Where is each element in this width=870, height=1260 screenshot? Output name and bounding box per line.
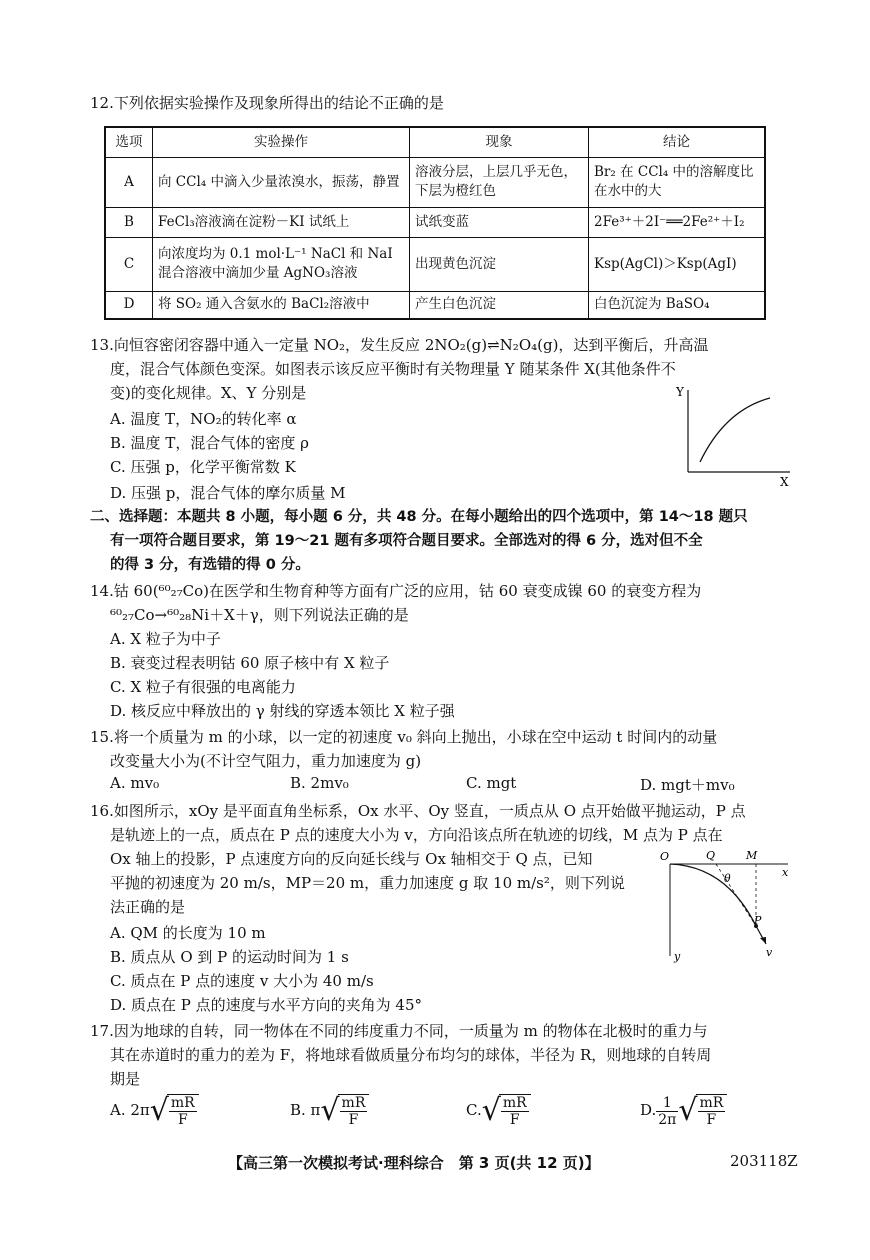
table-header: 现象	[410, 127, 589, 157]
experiment-table	[104, 126, 766, 320]
row-option: B	[105, 207, 153, 237]
row-conclusion: Ksp(AgCl)＞Ksp(AgI)	[589, 237, 766, 291]
q17-option-a	[110, 1094, 199, 1128]
q16-line4: 平抛的初速度为 20 m/s，MP＝20 m，重力加速度 g 取 10 m/s²，则下列说	[110, 874, 625, 892]
q13-option-d: D. 压强 p，混合气体的摩尔质量 M	[110, 484, 346, 502]
q16-trajectory-figure	[656, 844, 796, 968]
row-option: A	[105, 157, 153, 207]
q14-option-d: D. 核反应中释放出的 γ 射线的穿透本领比 X 粒子强	[110, 702, 455, 720]
option-prefix: D.	[640, 1101, 657, 1119]
fig-x-label: x	[782, 866, 789, 879]
q16-option-c: C. 质点在 P 点的速度 v 大小为 40 m/s	[110, 972, 374, 990]
row-phenomenon: 出现黄色沉淀	[410, 237, 589, 291]
table-header: 实验操作	[153, 127, 410, 157]
sqrt-icon: √	[678, 1093, 698, 1128]
q16-line3: Ox 轴上的投影，P 点速度方向的反向延长线与 Ox 轴相交于 Q 点，已知	[110, 850, 593, 868]
row-option: D	[105, 291, 153, 319]
q17-option-c	[466, 1094, 531, 1128]
numerator: mR	[699, 1095, 724, 1111]
sqrt-body	[499, 1094, 531, 1128]
table-row	[105, 207, 765, 237]
q13-line1: 13.向恒容密闭容器中通入一定量 NO₂，发生反应 2NO₂(g)⇌N₂O₄(g)，达到平衡后，升高温	[90, 336, 709, 354]
q16-line1: 16.如图所示，xOy 是平面直角坐标系，Ox 水平、Oy 竖直，一质点从 O 点开始做平抛运动，P 点	[90, 802, 746, 820]
row-operation: FeCl₃溶液滴在淀粉－KI 试纸上	[153, 207, 410, 237]
q14-option-b: B. 衰变过程表明钴 60 原子核中有 X 粒子	[110, 654, 390, 672]
fraction	[169, 1095, 197, 1128]
footer-code: 203118Z	[730, 1152, 798, 1170]
denominator: F	[706, 1112, 717, 1128]
q17-line2: 其在赤道时的重力的差为 F，将地球看做质量分布均匀的球体，半径为 R，则地球的自转周	[110, 1046, 712, 1064]
q15-option-b: B. 2mv₀	[290, 774, 349, 792]
denominator: 2π	[658, 1111, 677, 1128]
q16-option-a: A. QM 的长度为 10 m	[110, 924, 266, 942]
q14-option-a: A. X 粒子为中子	[110, 630, 221, 648]
q12-stem: 12.下列依据实验操作及现象所得出的结论不正确的是	[90, 94, 444, 112]
fig-q-label: Q	[706, 849, 716, 862]
fig-y-label: y	[674, 950, 681, 963]
q14-option-c: C. X 粒子有很强的电离能力	[110, 678, 296, 696]
section2-line3: 的得 3 分，有选错的得 0 分。	[110, 557, 310, 573]
fig-m-label: M	[746, 849, 758, 862]
numerator: mR	[170, 1095, 195, 1111]
q15-line1: 15.将一个质量为 m 的小球，以一定的初速度 v₀ 斜向上抛出，小球在空中运动 t 时间内的动量	[90, 728, 718, 746]
q16-line2: 是轨迹上的一点，质点在 P 点的速度大小为 v，方向沿该点所在轨迹的切线，M 点为 P 点在	[110, 826, 723, 844]
row-conclusion: Br₂ 在 CCl₄ 中的溶解度比在水中的大	[589, 157, 766, 207]
table-row	[105, 291, 765, 319]
fig-p-label: P	[754, 914, 762, 927]
fig-v-label: v	[766, 946, 773, 959]
row-operation: 向浓度均为 0.1 mol·L⁻¹ NaCl 和 NaI 混合溶液中滴加少量 AgNO₃溶液	[153, 237, 410, 291]
graph-y-label: Y	[676, 385, 684, 399]
option-prefix: B. π	[290, 1101, 321, 1119]
table-header-row	[105, 127, 765, 157]
q15-line2: 改变量大小为(不计空气阻力，重力加速度为 g)	[110, 752, 422, 770]
q13-graph	[670, 380, 800, 490]
q17-option-d	[640, 1094, 727, 1128]
row-conclusion: 2Fe³⁺＋2I⁻══2Fe²⁺＋I₂	[589, 207, 766, 237]
fraction	[501, 1095, 529, 1128]
q15-option-d: D. mgt＋mv₀	[640, 776, 735, 794]
sqrt-body	[338, 1094, 370, 1128]
q13-line2: 度，混合气体颜色变深。如图表示该反应平衡时有关物理量 Y 随某条件 X(其他条件不	[110, 360, 676, 378]
row-phenomenon: 溶液分层，上层几乎无色，下层为橙红色	[410, 157, 589, 207]
option-prefix: C.	[466, 1101, 482, 1119]
row-operation: 向 CCl₄ 中滴入少量浓溴水，振荡，静置	[153, 157, 410, 207]
q17-option-b	[290, 1094, 369, 1128]
sqrt-icon: √	[320, 1093, 340, 1128]
q13-line3: 变)的变化规律。X、Y 分别是	[110, 384, 307, 402]
numerator: 1	[656, 1095, 678, 1112]
graph-x-label: X	[780, 475, 789, 489]
fraction	[698, 1095, 726, 1128]
q17-line3: 期是	[110, 1070, 141, 1088]
row-phenomenon: 产生白色沉淀	[410, 291, 589, 319]
denominator: F	[509, 1112, 520, 1128]
row-operation: 将 SO₂ 通入含氨水的 BaCl₂溶液中	[153, 291, 410, 319]
q15-option-a: A. mv₀	[110, 774, 160, 792]
q15-option-c: C. mgt	[466, 774, 517, 792]
q14-line2: ⁶⁰₂₇Co→⁶⁰₂₈Ni＋X＋γ，则下列说法正确的是	[110, 606, 409, 624]
fig-o-label: O	[660, 850, 670, 863]
fig-theta-label: θ	[724, 872, 731, 885]
row-conclusion: 白色沉淀为 BaSO₄	[589, 291, 766, 319]
footer-title: 【高三第一次模拟考试·理科综合 第 3 页(共 12 页)】	[228, 1154, 600, 1172]
sqrt-icon: √	[481, 1093, 501, 1128]
q17-line1: 17.因为地球的自转，同一物体在不同的纬度重力不同，一质量为 m 的物体在北极时的重力与	[90, 1022, 708, 1040]
row-option: C	[105, 237, 153, 291]
table-row	[105, 157, 765, 207]
table-row	[105, 237, 765, 291]
q13-option-b: B. 温度 T，混合气体的密度 ρ	[110, 434, 309, 452]
q13-option-a: A. 温度 T，NO₂的转化率 α	[110, 410, 297, 428]
table-header: 结论	[589, 127, 766, 157]
section2-line1: 二、选择题：本题共 8 小题，每小题 6 分，共 48 分。在每小题给出的四个选项中，第 14～18 题只	[90, 509, 748, 525]
q14-line1: 14.钴 60(⁶⁰₂₇Co)在医学和生物育种等方面有广泛的应用，钴 60 衰变成镍 60 的衰变方程为	[90, 582, 702, 600]
denominator: F	[348, 1112, 359, 1128]
sqrt-body	[167, 1094, 199, 1128]
q16-option-b: B. 质点从 O 到 P 的运动时间为 1 s	[110, 948, 349, 966]
fraction	[340, 1095, 368, 1128]
q13-option-c: C. 压强 p，化学平衡常数 K	[110, 458, 296, 476]
option-prefix: A. 2π	[110, 1101, 150, 1119]
numerator: mR	[341, 1095, 366, 1111]
numerator: mR	[502, 1095, 527, 1111]
section2-line2: 有一项符合题目要求，第 19～21 题有多项符合题目要求。全部选对的得 6 分，选对但不全	[110, 533, 703, 549]
denominator: F	[177, 1112, 188, 1128]
coefficient-fraction	[656, 1095, 678, 1128]
sqrt-body	[696, 1094, 728, 1128]
q16-line5: 法正确的是	[110, 898, 186, 916]
table-header: 选项	[105, 127, 153, 157]
sqrt-icon: √	[149, 1093, 169, 1128]
row-phenomenon: 试纸变蓝	[410, 207, 589, 237]
q16-option-d: D. 质点在 P 点的速度与水平方向的夹角为 45°	[110, 996, 423, 1014]
